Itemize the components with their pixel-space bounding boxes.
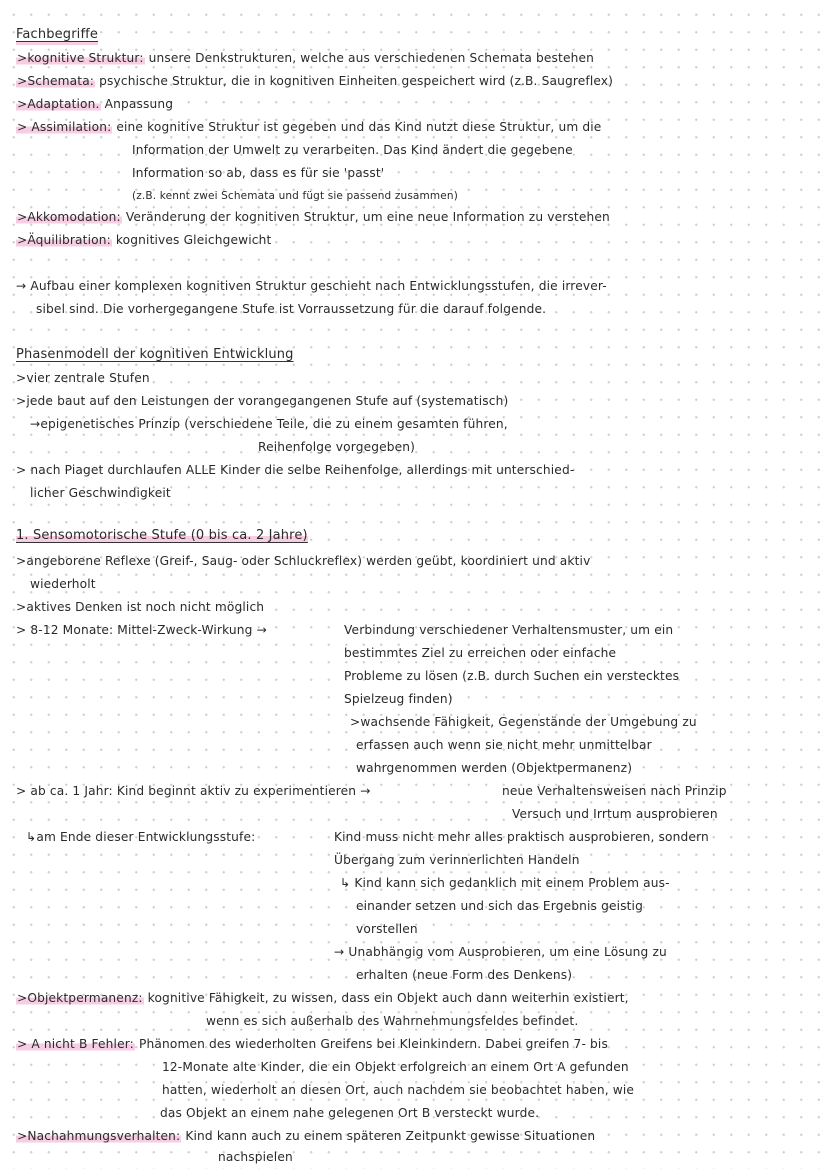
section-title-stufe-1 xyxy=(16,528,308,544)
ende-label: ↳am Ende dieser Entwicklungsstufe: xyxy=(26,830,256,844)
phasen-line-2: >jede baut auf den Leistungen der vorangegangenen Stufe auf (systematisch) xyxy=(16,394,509,408)
term-label: >Nachahmungsverhalten: xyxy=(17,1129,181,1143)
term-label: > Assimilation: xyxy=(17,120,112,134)
assimilation-line-4: (z.B. kennt zwei Schemata und fügt sie passend zusammen) xyxy=(132,190,458,202)
anb-line-4: das Objekt an einem nahe gelegenen Ort B versteckt wurde. xyxy=(160,1106,540,1120)
jahr-line-2: Versuch und Irrtum ausprobieren xyxy=(512,807,718,821)
term-objektpermanenz xyxy=(16,990,629,1006)
term-label: >Adaptation. xyxy=(17,97,100,111)
jahr-label: > ab ca. 1 Jahr: Kind beginnt aktiv zu experimentieren → xyxy=(16,784,371,798)
term-a-nicht-b-fehler xyxy=(16,1036,608,1052)
monate-line-6: erfassen auch wenn sie nicht mehr unmittelbar xyxy=(356,738,652,752)
ende-line-1: Kind muss nicht mehr alles praktisch ausprobieren, sondern xyxy=(334,830,709,844)
reflexe-line-2: wiederholt xyxy=(30,577,96,591)
term-label: >kognitive Struktur: xyxy=(17,51,144,65)
term-definition: kognitives Gleichgewicht xyxy=(115,233,272,247)
reflexe-line-1: >angeborene Reflexe (Greif-, Saug- oder Schluckreflex) werden geübt, koordiniert und aktiv xyxy=(16,554,591,568)
title-text: Phasenmodell der kognitiven Entwicklung xyxy=(16,347,294,362)
phasen-line-5: > nach Piaget durchlaufen ALLE Kinder die selbe Reihenfolge, allerdings mit unterschied- xyxy=(16,463,575,477)
monate-line-4: Spielzeug finden) xyxy=(344,692,453,706)
title-text: 1. Sensomotorische Stufe (0 bis ca. 2 Jahre) xyxy=(16,528,308,543)
anb-line-2: 12-Monate alte Kinder, die ein Objekt erfolgreich an einem Ort A gefunden xyxy=(162,1060,629,1074)
term-aequilibration xyxy=(16,232,271,248)
term-adaptation xyxy=(16,96,173,112)
ende-line-2: Übergang zum verinnerlichten Handeln xyxy=(334,853,580,867)
monate-line-2: bestimmtes Ziel zu erreichen oder einfache xyxy=(344,646,617,660)
monate-line-1: Verbindung verschiedener Verhaltensmuster, um ein xyxy=(344,623,674,637)
section-title-fachbegriffe xyxy=(16,27,98,43)
term-nachahmungsverhalten xyxy=(16,1128,595,1144)
phasen-line-6: licher Geschwindigkeit xyxy=(30,486,171,500)
aufbau-line-2: sibel sind. Die vorhergegangene Stufe ist Vorraussetzung für die darauf folgende. xyxy=(36,302,547,316)
ende-line-7: erhalten (neue Form des Denkens) xyxy=(356,968,573,982)
term-definition: Veränderung der kognitiven Struktur, um eine neue Information zu verstehen xyxy=(125,210,610,224)
monate-label: > 8-12 Monate: Mittel-Zweck-Wirkung → xyxy=(16,623,267,637)
assimilation-line-3: Information so ab, dass es für sie 'passt' xyxy=(132,166,385,180)
anb-line-3: hatten, wiederholt an diesen Ort, auch nachdem sie beobachtet haben, wie xyxy=(162,1083,635,1097)
term-assimilation xyxy=(16,119,601,135)
monate-line-3: Probleme zu lösen (z.B. durch Suchen ein verstecktes xyxy=(344,669,680,683)
term-definition: Kind kann auch zu einem späteren Zeitpunkt gewisse Situationen xyxy=(185,1129,596,1143)
phasen-line-1: >vier zentrale Stufen xyxy=(16,371,150,385)
monate-line-7: wahrgenommen werden (Objektpermanenz) xyxy=(356,761,633,775)
title-text: Fachbegriffe xyxy=(16,27,98,45)
term-definition: unsere Denkstrukturen, welche aus verschiedenen Schemata bestehen xyxy=(148,51,595,65)
term-definition: psychische Struktur, die in kognitiven Einheiten gespeichert wird (z.B. Saugreflex) xyxy=(99,74,614,88)
term-kognitive-struktur xyxy=(16,50,594,66)
term-label: >Schemata: xyxy=(17,74,95,88)
term-label: > A nicht B Fehler: xyxy=(17,1037,134,1051)
monate-line-5: >wachsende Fähigkeit, Gegenstände der Umgebung zu xyxy=(350,715,697,729)
term-schemata xyxy=(16,73,613,89)
term-definition: kognitive Fähigkeit, zu wissen, dass ein Objekt auch dann weiterhin existiert, xyxy=(147,991,629,1005)
section-title-phasenmodell xyxy=(16,347,294,363)
term-definition: Phänomen des wiederholten Greifens bei Kleinkindern. Dabei greifen 7- bis xyxy=(138,1037,608,1051)
term-definition: Anpassung xyxy=(104,97,174,111)
ende-line-4: einander setzen und sich das Ergebnis geistig xyxy=(356,899,643,913)
jahr-line-1: neue Verhaltensweisen nach Prinzip xyxy=(502,784,727,798)
phasen-line-3: →epigenetisches Prinzip (verschiedene Teile, die zu einem gesamten führen, xyxy=(30,417,508,431)
denken-line: >aktives Denken ist noch nicht möglich xyxy=(16,600,265,614)
objekt-line-2: wenn es sich außerhalb des Wahrnehmungsfeldes befindet. xyxy=(206,1014,579,1028)
term-definition: eine kognitive Struktur ist gegeben und das Kind nutzt diese Struktur, um die xyxy=(116,120,602,134)
ende-line-5: vorstellen xyxy=(356,922,418,936)
term-akkomodation xyxy=(16,209,610,225)
assimilation-line-2: Information der Umwelt zu verarbeiten. Das Kind ändert die gegebene xyxy=(132,143,573,157)
ende-line-3: ↳ Kind kann sich gedanklich mit einem Problem aus- xyxy=(340,876,670,890)
nach-line-2: nachspielen xyxy=(218,1150,293,1164)
term-label: >Objektpermanenz: xyxy=(17,991,143,1005)
term-label: >Akkomodation: xyxy=(17,210,121,224)
term-label: >Äquilibration: xyxy=(17,233,111,247)
aufbau-line-1: → Aufbau einer komplexen kognitiven Struktur geschieht nach Entwicklungsstufen, die irrever- xyxy=(16,279,607,293)
ende-line-6: → Unabhängig vom Ausprobieren, um eine Lösung zu xyxy=(334,945,667,959)
phasen-line-4: Reihenfolge vorgegeben) xyxy=(258,440,416,454)
